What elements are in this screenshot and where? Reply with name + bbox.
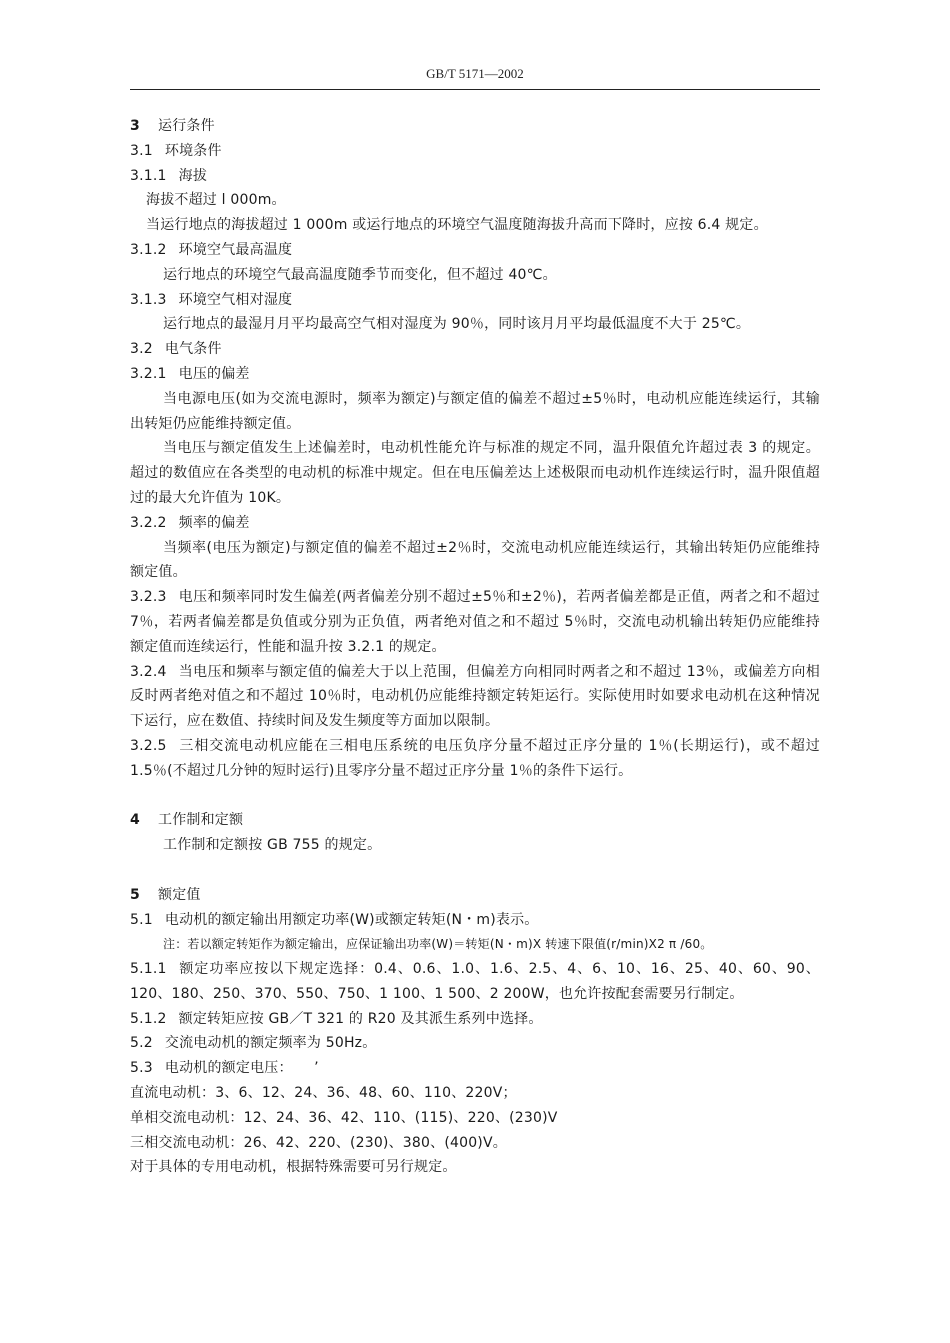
section-number: 3.2.2	[130, 514, 167, 531]
section-5-3	[130, 1056, 820, 1081]
section-3-2-2-heading	[130, 511, 820, 536]
section-number: 4	[130, 812, 140, 829]
paragraph: 当运行地点的海拔超过 1 000m 或运行地点的环境空气温度随海拔升高而下降时，应按 6.4 规定。	[146, 217, 768, 234]
section-3-heading	[130, 114, 820, 139]
section-title: 运行条件	[158, 118, 215, 134]
section-number: 3.2.5	[130, 737, 167, 754]
section-number: 3.1.2	[130, 241, 167, 258]
section-text: 三相交流电动机应能在三相电压系统的电压负序分量不超过正序分量的 1％(长期运行)，或不超过 1.5％(不超过几分钟的短时运行)且零序分量不超过正序分量 1％的条件下运行。	[130, 737, 820, 779]
document-body	[130, 114, 820, 1180]
section-number: 5.1.2	[130, 1010, 167, 1027]
section-title: 环境空气相对湿度	[178, 291, 293, 308]
section-3-1-3-heading	[130, 288, 820, 313]
paragraph: 运行地点的最湿月月平均最高空气相对湿度为 90％，同时该月月平均最低温度不大于 25℃。	[163, 316, 751, 333]
section-title: 额定值	[158, 886, 201, 903]
page-header: GB/T 5171—2002	[130, 64, 820, 90]
section-title: 电气条件	[164, 341, 222, 358]
spacer	[130, 784, 820, 809]
section-3-2-3	[130, 585, 820, 659]
section-text: 额定功率应按以下规定选择：0.4、0.6、1.0、1.6、2.5、4、6、10、16、25、40、60、90、120、180、250、370、550、750、1 100、1 500、2 200W，也允许按配套需要另行制定。	[130, 961, 820, 1002]
section-3-2-5	[130, 734, 820, 784]
section-4-heading	[130, 808, 820, 833]
section-text: 交流电动机的额定频率为 50Hz。	[164, 1035, 377, 1052]
section-3-1-heading	[130, 139, 820, 164]
section-number: 3.1.1	[130, 167, 167, 184]
voltage-list-single-phase: 单相交流电动机：12、24、36、42、110、(115)、220、(230)V	[130, 1109, 558, 1126]
section-number: 3.2	[130, 341, 153, 358]
section-text: 额定转矩应按 GB／T 321 的 R20 及其派生系列中选择。	[178, 1010, 543, 1027]
section-number: 3.1	[130, 142, 153, 159]
voltage-list-three-phase: 三相交流电动机：26、42、220、(230)、380、(400)V。	[130, 1134, 507, 1151]
section-number: 3.2.1	[130, 365, 167, 382]
section-title: 环境条件	[164, 142, 222, 159]
paragraph: 对于具体的专用电动机，根据特殊需要可另行规定。	[130, 1159, 457, 1176]
section-number: 5.1.1	[130, 961, 167, 978]
paragraph: 运行地点的环境空气最高温度随季节而变化，但不超过 40℃。	[163, 266, 557, 283]
section-number: 5	[130, 886, 140, 903]
section-5-1-2	[130, 1007, 820, 1032]
section-text: 电动机的额定电压： ’	[164, 1060, 319, 1077]
section-5-2	[130, 1031, 820, 1056]
section-title: 工作制和定额	[158, 812, 244, 829]
section-text: 当电压和频率与额定值的偏差大于以上范围，但偏差方向相同时两者之和不超过 13％，或偏差方向相反时两者绝对值之和不超过 10％时，电动机仍应能维持额定转矩运行。实际使用时如要求电动机在这种情况下运行，应在数值、持续时间及发生频度等方面加以限制。	[130, 663, 820, 730]
section-3-2-1-heading	[130, 362, 820, 387]
paragraph: 海拔不超过 l 000m。	[146, 192, 286, 209]
section-number: 3.2.3	[130, 589, 167, 606]
voltage-list-dc: 直流电动机：3、6、12、24、36、48、60、110、220V；	[130, 1085, 517, 1102]
section-3-1-2-heading	[130, 238, 820, 263]
section-title: 环境空气最高温度	[178, 241, 293, 258]
paragraph: 当频率(电压为额定)与额定值的偏差不超过±2％时，交流电动机应能连续运行，其输出转矩仍应能维持额定值。	[130, 539, 820, 581]
section-title: 海拔	[178, 167, 208, 184]
spacer	[130, 858, 820, 883]
section-number: 5.3	[130, 1060, 153, 1077]
section-text: 电压和频率同时发生偏差(两者偏差分别不超过±5％和±2％)，若两者偏差都是正值，两者之和不超过 7％，若两者偏差都是负值或分别为正负值，两者绝对值之和不超过 5％时，交流电动机输出转矩仍应能维持额定值而连续运行，性能和温升按 3.2.1 的规定。	[130, 589, 820, 655]
paragraph: 当电源电压(如为交流电源时，频率为额定)与额定值的偏差不超过±5％时，电动机应能连续运行，其输出转矩仍应能维持额定值。	[130, 390, 820, 432]
paragraph: 当电压与额定值发生上述偏差时，电动机性能允许与标准的规定不同，温升限值允许超过表 3 的规定。超过的数值应在各类型的电动机的标准中规定。但在电压偏差达上述极限而电动机作连续运行时，温升限值超过的最大允许值为 10K。	[130, 440, 820, 506]
note: 注：若以额定转矩作为额定输出，应保证输出功率(W)＝转矩(N・m)X 转速下限值(r/min)X2 π /60。	[163, 937, 713, 952]
section-number: 5.2	[130, 1035, 153, 1052]
section-5-heading	[130, 883, 820, 908]
section-5-1-1	[130, 957, 820, 1007]
section-number: 3	[130, 118, 140, 134]
section-3-2-heading	[130, 337, 820, 362]
section-text: 电动机的额定输出用额定功率(W)或额定转矩(N・m)表示。	[164, 911, 539, 928]
section-number: 3.2.4	[130, 663, 167, 680]
paragraph: 工作制和定额按 GB 755 的规定。	[163, 837, 382, 854]
section-3-1-1-heading	[130, 164, 820, 189]
section-number: 3.1.3	[130, 291, 167, 308]
section-5-1	[130, 908, 820, 933]
section-number: 5.1	[130, 911, 153, 928]
section-3-2-4	[130, 660, 820, 734]
section-title: 频率的偏差	[178, 514, 250, 531]
section-title: 电压的偏差	[178, 365, 250, 382]
